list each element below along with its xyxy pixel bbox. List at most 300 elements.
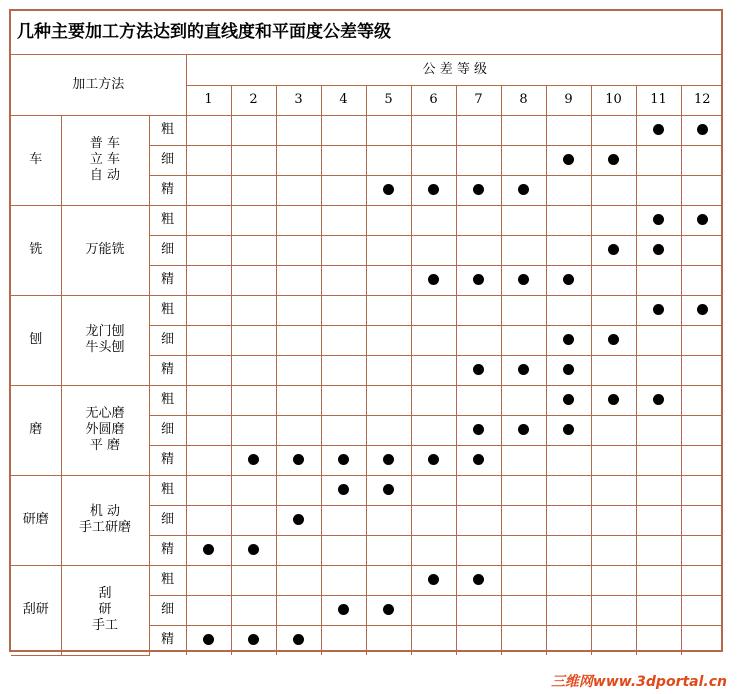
mark-cell <box>546 145 591 175</box>
mark-cell <box>591 325 636 355</box>
mark-cell <box>411 535 456 565</box>
mark-cell <box>276 595 321 625</box>
mark-cell <box>231 355 276 385</box>
mark-cell <box>501 625 546 655</box>
mark-cell <box>681 175 723 205</box>
mark-cell <box>186 175 231 205</box>
mark-cell <box>456 235 501 265</box>
mark-cell <box>636 205 681 235</box>
filled-dot-marker <box>203 544 214 555</box>
mark-cell <box>411 415 456 445</box>
filled-dot-marker <box>383 454 394 465</box>
mark-cell <box>636 385 681 415</box>
grade-label-cell: 细 <box>149 415 186 445</box>
mark-cell <box>276 295 321 325</box>
method-name: 手工 <box>91 618 118 633</box>
method-cell <box>61 115 149 205</box>
mark-cell <box>276 325 321 355</box>
method-cell <box>61 565 149 655</box>
mark-cell <box>321 205 366 235</box>
mark-cell <box>231 415 276 445</box>
mark-cell <box>186 415 231 445</box>
mark-cell <box>366 325 411 355</box>
grade-label-cell: 粗 <box>149 475 186 505</box>
mark-cell <box>636 625 681 655</box>
method-name: 平 磨 <box>89 438 121 453</box>
grade-number: 11 <box>636 85 681 115</box>
filled-dot-marker <box>338 454 349 465</box>
grade-number: 1 <box>186 85 231 115</box>
filled-dot-marker <box>293 454 304 465</box>
mark-cell <box>321 115 366 145</box>
mark-cell <box>591 565 636 595</box>
mark-cell <box>366 145 411 175</box>
mark-cell <box>591 445 636 475</box>
mark-cell <box>276 385 321 415</box>
mark-cell <box>186 625 231 655</box>
mark-cell <box>411 505 456 535</box>
mark-cell <box>411 475 456 505</box>
mark-cell <box>501 235 546 265</box>
mark-cell <box>456 295 501 325</box>
mark-cell <box>186 355 231 385</box>
filled-dot-marker <box>473 454 484 465</box>
mark-cell <box>591 415 636 445</box>
mark-cell <box>636 595 681 625</box>
filled-dot-marker <box>518 274 529 285</box>
mark-cell <box>636 445 681 475</box>
filled-dot-marker <box>653 394 664 405</box>
mark-cell <box>411 565 456 595</box>
filled-dot-marker <box>473 574 484 585</box>
mark-cell <box>231 295 276 325</box>
mark-cell <box>276 625 321 655</box>
mark-cell <box>681 415 723 445</box>
grade-label-cell: 粗 <box>149 295 186 325</box>
mark-cell <box>411 205 456 235</box>
mark-cell <box>321 535 366 565</box>
filled-dot-marker <box>293 634 304 645</box>
mark-cell <box>501 385 546 415</box>
mark-cell <box>636 235 681 265</box>
mark-cell <box>456 445 501 475</box>
mark-cell <box>411 145 456 175</box>
filled-dot-marker <box>293 514 304 525</box>
mark-cell <box>501 505 546 535</box>
filled-dot-marker <box>653 244 664 255</box>
mark-cell <box>681 595 723 625</box>
mark-cell <box>681 355 723 385</box>
mark-cell <box>546 325 591 355</box>
mark-cell <box>591 505 636 535</box>
mark-cell <box>231 115 276 145</box>
grade-label-cell: 粗 <box>149 115 186 145</box>
mark-cell <box>636 355 681 385</box>
mark-cell <box>411 385 456 415</box>
mark-cell <box>591 265 636 295</box>
mark-cell <box>411 325 456 355</box>
mark-cell <box>366 565 411 595</box>
mark-cell <box>411 625 456 655</box>
mark-cell <box>591 355 636 385</box>
table-row <box>11 565 723 595</box>
mark-cell <box>501 145 546 175</box>
mark-cell <box>276 475 321 505</box>
mark-cell <box>501 415 546 445</box>
mark-cell <box>321 625 366 655</box>
mark-cell <box>456 535 501 565</box>
mark-cell <box>456 355 501 385</box>
mark-cell <box>231 235 276 265</box>
filled-dot-marker <box>473 184 484 195</box>
mark-cell <box>546 535 591 565</box>
mark-cell <box>366 115 411 145</box>
grade-label-cell: 细 <box>149 325 186 355</box>
mark-cell <box>546 505 591 535</box>
mark-cell <box>681 505 723 535</box>
mark-cell <box>231 145 276 175</box>
grade-number: 5 <box>366 85 411 115</box>
site-watermark: 三维网www.3dportal.cn <box>550 674 727 690</box>
mark-cell <box>456 175 501 205</box>
mark-cell <box>276 175 321 205</box>
mark-cell <box>366 175 411 205</box>
mark-cell <box>321 565 366 595</box>
mark-cell <box>456 325 501 355</box>
mark-cell <box>456 625 501 655</box>
grade-number: 7 <box>456 85 501 115</box>
mark-cell <box>186 325 231 355</box>
filled-dot-marker <box>428 184 439 195</box>
mark-cell <box>366 625 411 655</box>
mark-cell <box>276 445 321 475</box>
method-name: 立 车 <box>89 152 121 167</box>
mark-cell <box>321 265 366 295</box>
mark-cell <box>321 295 366 325</box>
grade-label-cell: 细 <box>149 505 186 535</box>
tolerance-table <box>11 55 723 656</box>
mark-cell <box>591 535 636 565</box>
mark-cell <box>681 115 723 145</box>
mark-cell <box>411 265 456 295</box>
category-cell: 铣 <box>11 205 61 295</box>
mark-cell <box>681 295 723 325</box>
method-name: 外圆磨 <box>85 422 125 437</box>
filled-dot-marker <box>383 184 394 195</box>
mark-cell <box>186 145 231 175</box>
method-name: 普 车 <box>89 136 121 151</box>
mark-cell <box>456 205 501 235</box>
header-row <box>11 55 723 85</box>
filled-dot-marker <box>563 394 574 405</box>
mark-cell <box>321 475 366 505</box>
filled-dot-marker <box>608 394 619 405</box>
mark-cell <box>276 235 321 265</box>
category-cell: 刮研 <box>11 565 61 655</box>
mark-cell <box>546 415 591 445</box>
mark-cell <box>411 235 456 265</box>
grade-label-cell: 精 <box>149 175 186 205</box>
mark-cell <box>276 535 321 565</box>
mark-cell <box>636 325 681 355</box>
mark-cell <box>501 595 546 625</box>
mark-cell <box>501 565 546 595</box>
mark-cell <box>501 475 546 505</box>
mark-cell <box>186 205 231 235</box>
mark-cell <box>231 175 276 205</box>
mark-cell <box>321 235 366 265</box>
mark-cell <box>501 115 546 145</box>
method-name: 刮 <box>98 586 112 601</box>
mark-cell <box>456 145 501 175</box>
filled-dot-marker <box>697 214 708 225</box>
mark-cell <box>636 265 681 295</box>
mark-cell <box>186 565 231 595</box>
table-title: 几种主要加工方法达到的直线度和平面度公差等级 <box>11 11 721 55</box>
mark-cell <box>411 175 456 205</box>
mark-cell <box>501 205 546 235</box>
mark-cell <box>456 505 501 535</box>
filled-dot-marker <box>338 604 349 615</box>
mark-cell <box>276 355 321 385</box>
grade-number: 8 <box>501 85 546 115</box>
grade-number: 2 <box>231 85 276 115</box>
filled-dot-marker <box>428 274 439 285</box>
mark-cell <box>591 145 636 175</box>
filled-dot-marker <box>383 604 394 615</box>
mark-cell <box>276 265 321 295</box>
mark-cell <box>546 235 591 265</box>
grade-label-cell: 精 <box>149 535 186 565</box>
grade-label-cell: 细 <box>149 595 186 625</box>
mark-cell <box>321 415 366 445</box>
method-header: 加工方法 <box>11 55 186 115</box>
mark-cell <box>186 595 231 625</box>
mark-cell <box>366 385 411 415</box>
mark-cell <box>681 445 723 475</box>
filled-dot-marker <box>518 424 529 435</box>
grade-label-cell: 细 <box>149 235 186 265</box>
grade-number: 6 <box>411 85 456 115</box>
mark-cell <box>681 265 723 295</box>
mark-cell <box>591 205 636 235</box>
filled-dot-marker <box>518 364 529 375</box>
mark-cell <box>276 115 321 145</box>
mark-cell <box>366 265 411 295</box>
filled-dot-marker <box>653 304 664 315</box>
category-cell: 研磨 <box>11 475 61 565</box>
method-name: 无心磨 <box>85 406 125 421</box>
mark-cell <box>186 535 231 565</box>
mark-cell <box>411 595 456 625</box>
grade-number: 3 <box>276 85 321 115</box>
mark-cell <box>546 205 591 235</box>
mark-cell <box>501 355 546 385</box>
mark-cell <box>411 295 456 325</box>
mark-cell <box>186 385 231 415</box>
mark-cell <box>456 265 501 295</box>
filled-dot-marker <box>563 154 574 165</box>
mark-cell <box>591 385 636 415</box>
mark-cell <box>321 595 366 625</box>
mark-cell <box>681 205 723 235</box>
mark-cell <box>231 445 276 475</box>
mark-cell <box>366 295 411 325</box>
mark-cell <box>681 625 723 655</box>
mark-cell <box>366 475 411 505</box>
mark-cell <box>186 235 231 265</box>
grade-label-cell: 精 <box>149 355 186 385</box>
mark-cell <box>681 235 723 265</box>
grade-label-cell: 精 <box>149 445 186 475</box>
mark-cell <box>681 325 723 355</box>
mark-cell <box>366 505 411 535</box>
mark-cell <box>186 265 231 295</box>
mark-cell <box>501 325 546 355</box>
mark-cell <box>591 595 636 625</box>
mark-cell <box>636 115 681 145</box>
mark-cell <box>231 505 276 535</box>
grade-label-cell: 精 <box>149 265 186 295</box>
mark-cell <box>546 475 591 505</box>
filled-dot-marker <box>248 634 259 645</box>
mark-cell <box>231 535 276 565</box>
mark-cell <box>456 385 501 415</box>
mark-cell <box>591 625 636 655</box>
mark-cell <box>186 505 231 535</box>
mark-cell <box>186 475 231 505</box>
mark-cell <box>501 265 546 295</box>
mark-cell <box>681 385 723 415</box>
mark-cell <box>501 445 546 475</box>
mark-cell <box>231 565 276 595</box>
mark-cell <box>636 175 681 205</box>
mark-cell <box>366 235 411 265</box>
mark-cell <box>321 445 366 475</box>
category-cell: 磨 <box>11 385 61 475</box>
mark-cell <box>591 115 636 145</box>
mark-cell <box>231 625 276 655</box>
method-name: 牛头刨 <box>85 340 125 355</box>
method-name: 机 动 <box>89 504 121 519</box>
mark-cell <box>546 295 591 325</box>
mark-cell <box>456 115 501 145</box>
mark-cell <box>591 295 636 325</box>
mark-cell <box>276 505 321 535</box>
grade-label-cell: 精 <box>149 625 186 655</box>
mark-cell <box>546 595 591 625</box>
method-cell <box>61 385 149 475</box>
filled-dot-marker <box>563 364 574 375</box>
filled-dot-marker <box>248 544 259 555</box>
grade-number: 10 <box>591 85 636 115</box>
method-cell <box>61 295 149 385</box>
mark-cell <box>546 625 591 655</box>
mark-cell <box>546 355 591 385</box>
mark-cell <box>681 145 723 175</box>
mark-cell <box>636 295 681 325</box>
table-frame <box>9 9 723 652</box>
mark-cell <box>321 385 366 415</box>
mark-cell <box>546 175 591 205</box>
mark-cell <box>636 145 681 175</box>
mark-cell <box>321 355 366 385</box>
filled-dot-marker <box>608 154 619 165</box>
mark-cell <box>636 505 681 535</box>
mark-cell <box>681 475 723 505</box>
method-name: 手工研磨 <box>78 520 131 535</box>
mark-cell <box>366 535 411 565</box>
mark-cell <box>591 475 636 505</box>
filled-dot-marker <box>203 634 214 645</box>
mark-cell <box>186 295 231 325</box>
mark-cell <box>321 175 366 205</box>
table-row <box>11 295 723 325</box>
mark-cell <box>501 295 546 325</box>
mark-cell <box>546 265 591 295</box>
mark-cell <box>231 475 276 505</box>
filled-dot-marker <box>563 274 574 285</box>
filled-dot-marker <box>697 124 708 135</box>
mark-cell <box>321 505 366 535</box>
table-row <box>11 385 723 415</box>
grade-label-cell: 细 <box>149 145 186 175</box>
mark-cell <box>636 565 681 595</box>
filled-dot-marker <box>608 334 619 345</box>
table-row <box>11 205 723 235</box>
mark-cell <box>546 115 591 145</box>
method-cell <box>61 475 149 565</box>
grade-number: 4 <box>321 85 366 115</box>
grade-number: 9 <box>546 85 591 115</box>
mark-cell <box>636 475 681 505</box>
mark-cell <box>321 325 366 355</box>
mark-cell <box>681 565 723 595</box>
method-cell <box>61 205 149 295</box>
grade-number: 12 <box>681 85 723 115</box>
filled-dot-marker <box>653 124 664 135</box>
grade-label-cell: 粗 <box>149 565 186 595</box>
mark-cell <box>411 445 456 475</box>
mark-cell <box>366 445 411 475</box>
filled-dot-marker <box>608 244 619 255</box>
mark-cell <box>456 475 501 505</box>
filled-dot-marker <box>473 364 484 375</box>
mark-cell <box>501 175 546 205</box>
filled-dot-marker <box>248 454 259 465</box>
category-cell: 刨 <box>11 295 61 385</box>
filled-dot-marker <box>653 214 664 225</box>
tolerance-header: 公 差 等 级 <box>186 55 723 85</box>
mark-cell <box>411 115 456 145</box>
mark-cell <box>591 175 636 205</box>
mark-cell <box>366 415 411 445</box>
mark-cell <box>366 355 411 385</box>
mark-cell <box>456 565 501 595</box>
filled-dot-marker <box>697 304 708 315</box>
method-name: 研 <box>98 602 112 617</box>
filled-dot-marker <box>473 424 484 435</box>
mark-cell <box>546 385 591 415</box>
mark-cell <box>276 415 321 445</box>
filled-dot-marker <box>563 424 574 435</box>
mark-cell <box>231 325 276 355</box>
filled-dot-marker <box>338 484 349 495</box>
filled-dot-marker <box>383 484 394 495</box>
mark-cell <box>366 595 411 625</box>
category-cell: 车 <box>11 115 61 205</box>
filled-dot-marker <box>473 274 484 285</box>
